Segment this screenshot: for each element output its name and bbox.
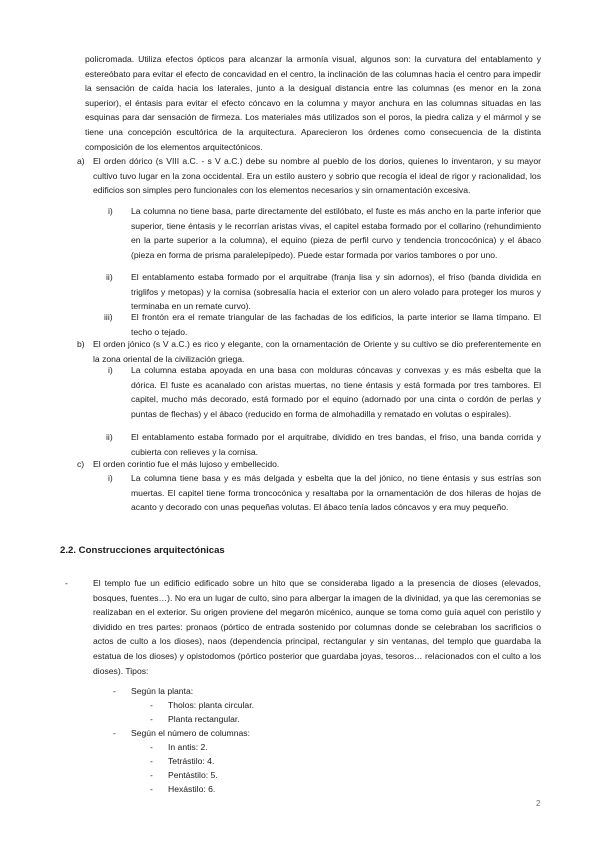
order-a-marker: a) [77,156,85,166]
order-corinthian-text: El orden corintio fue el más lujoso y embellecido. [93,459,280,469]
plan-item: Planta rectangular. [168,714,240,724]
corinthian-sub-i-marker: i) [108,473,113,483]
doric-entablature-text: El entablamento estaba formado por el arquitrabe (franja lisa y sin adornos), el friso (banda dividida en triglifos y metopas) y la cornisa (sobresalía hacia el exterior con un alero volado para proteger los muros y terminaba en un remate curvo). [131,272,541,312]
sub-bullet: - [150,770,153,780]
section-heading: 2.2. Construcciones arquitectónicas [60,545,225,556]
doric-sub-i-marker: i) [108,206,113,216]
order-b-marker: b) [77,339,85,349]
sub-bullet: - [150,742,153,752]
type-bullet: - [113,686,116,696]
temple-text: El templo fue un edificio edificado sobre un hito que se consideraba ligado a la presencia de dioses (elevados, bosques, fuentes…). No era un lugar de culto, sino para albergar la imagen de la divinidad, ya que las ceremonias se realizaban en el exterior. Su origen proviene del megarón micénico, aunque se toma como guía aquel con peristilo y dividido en tres partes: pronaos (pórtico de entrada sostenido por columnas donde se celebraban los sacrificios o actos de culto a los dioses), naos (dependencia principal, rectangular y sin ventanas, del templo que guardaba la estatua de los dioses) y opistodomos (pórtico posterior que guardaba joyas, tesoros… relacionados con el culto a los dioses). Tipos: [93,578,541,676]
doric-sub-iii-marker: iii) [104,312,113,322]
page-number: 2 [536,799,541,808]
columns-item: Hexástilo: 6. [168,784,216,794]
order-c-marker: c) [77,459,85,469]
sub-bullet: - [150,700,153,710]
ionic-entablature-text: El entablamento estaba formado por el arquitrabe, dividido en tres bandas, el friso, una banda corrida y cubierta con relieves y la cornisa. [131,432,541,457]
sub-bullet: - [150,756,153,766]
sub-bullet: - [150,714,153,724]
columns-item: Pentástilo: 5. [168,770,218,780]
columns-item: Tetrástilo: 4. [168,756,215,766]
ionic-column-text: La columna estaba apoyada en una basa con molduras cóncavas y convexas y es más esbelta que la dórica. El fuste es acanalado con aristas muertas, no tiene éntasis y está formada por tres tambores. El capitel, mucho más decorado, está formado por el equino (adornado por una cinta o cordón de perlas y puntas de flechas) y el ábaco (reducido en forma de almohadilla y rematado en volutas o espirales). [131,365,541,419]
sub-bullet: - [150,784,153,794]
ionic-sub-ii-marker: ii) [106,432,113,442]
order-ionic-text: El orden jónico (s V a.C.) es rico y elegante, con la ornamentación de Oriente y su cultivo se dio preferentemente en la zona oriental de la civilización griega. [93,339,541,364]
columns-item: In antis: 2. [168,742,208,752]
doric-column-text: La columna no tiene basa, parte directamente del estilóbato, el fuste es más ancho en la parte inferior que superior, tiene éntasis y le recorrían aristas vivas, el capitel estaba formado por el collarino (rehundimiento en la parte superior a la columna), el equino (pieza de perfil curvo y tendencia troncocónica) y el ábaco (pieza en forma de prisma paralelepípedo). Puede estar formada por varios tambores o por uno. [131,206,541,260]
order-doric-text: El orden dórico (s VIII a.C. - s V a.C.) debe su nombre al pueblo de los dorios, quienes lo inventaron, y su mayor cultivo tuvo lugar en la zona occidental. Era un estilo austero y sobrio que recogía el ideal de rigor y racionalidad, los edificios son simples pero funcionales con los elementos necesarios y sin ornamentación excesiva. [93,156,541,196]
type-plan-label: Según la planta: [131,686,194,696]
plan-item: Tholos: planta circular. [168,700,254,710]
doric-pediment-text: El frontón era el remate triangular de las fachadas de los edificios, la parte interior se llama tímpano. El techo o tejado. [131,312,541,337]
type-columns-label: Según el número de columnas: [131,728,250,738]
temple-bullet: - [65,578,68,588]
type-bullet: - [113,728,116,738]
doric-sub-ii-marker: ii) [106,272,113,282]
ionic-sub-i-marker: i) [108,365,113,375]
intro-paragraph: policromada. Utiliza efectos ópticos para alcanzar la armonía visual, algunos son: la curvatura del entablamento y estereóbato para evitar el efecto de concavidad en el centro, la inclinación de las columnas hacia el centro para impedir la sensación de caída hacia los laterales, junto a la desigual distancia entre las columnas (es menor en la zona superior), el éntasis para evitar el efecto cóncavo en la columna y mayor anchura en las columnas situadas en las esquinas para dar sensación de firmeza. Los materiales más utilizados son el poros, la piedra caliza y el mármol y se tiene una concepción escultórica de la arquitectura. Aparecieron los órdenes como consecuencia de la distinta composición de los elementos arquitectónicos. [85,54,541,152]
corinthian-column-text: La columna tiene basa y es más delgada y esbelta que la del jónico, no tiene éntasis y sus estrías son muertas. El capitel tiene forma troncocónica y resaltaba por la ornamentación de dos hileras de hojas de acanto y decorado con unas pequeñas volutas. El ábaco tenía lados cóncavos y era muy pequeño. [131,473,541,513]
